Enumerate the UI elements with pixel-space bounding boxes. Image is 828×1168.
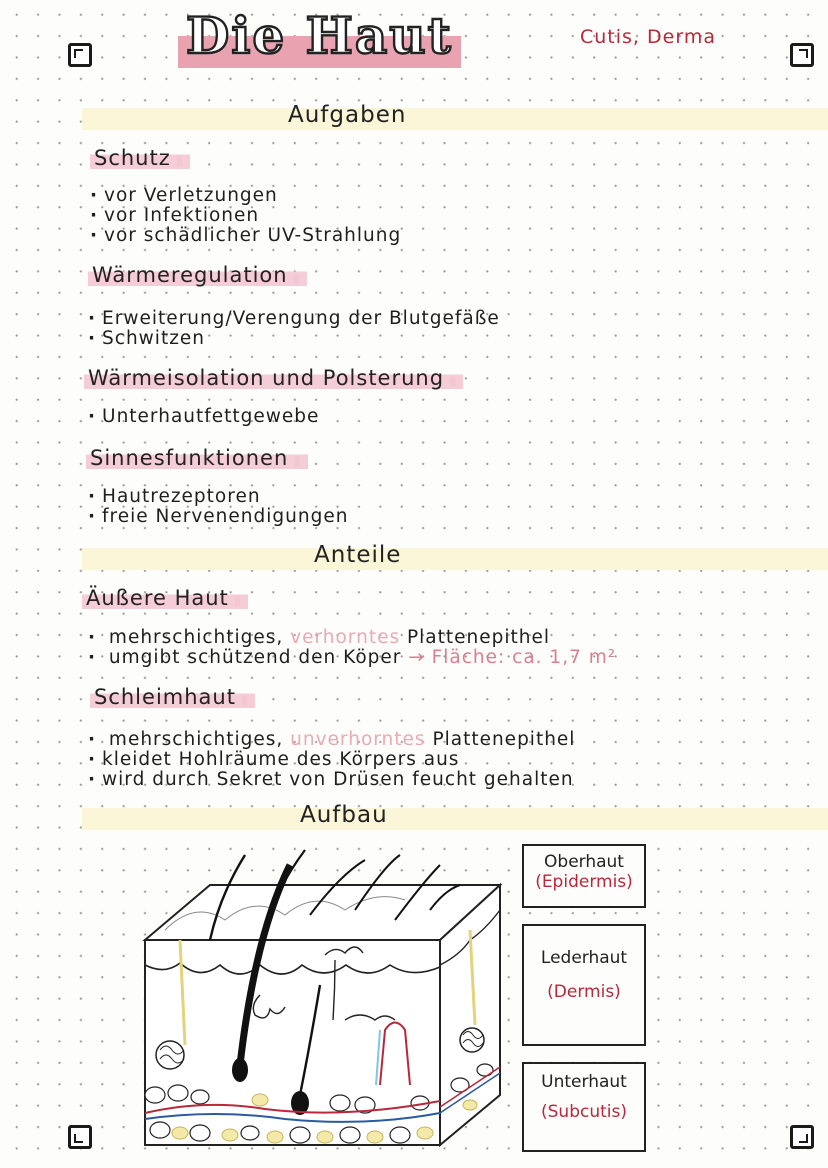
layer-name: Unterhaut [541,1072,627,1092]
list-item: · Unterhautfettgewebe [88,407,319,427]
corner-bracket-icon [68,1125,92,1149]
list-item: · vor Infektionen [90,206,401,226]
list-item: · Hautrezeptoren [88,487,348,507]
subheading-waermeregulation: Wärmeregulation ▮ [88,263,307,287]
list-item: · mehrschichtiges, verhorntes Plattenepithel [88,628,616,648]
list-item: · vor schädlicher UV-Strahlung [90,226,401,246]
corner-bracket-icon [790,43,814,67]
list-waermeisolation [88,407,319,427]
section-heading-aufbau: Aufbau [300,802,388,828]
list-item: · Erweiterung/Verengung der Blutgefäße [88,309,500,329]
list-item: · Schwitzen [88,329,500,349]
corner-bracket-icon [790,1125,814,1149]
list-item: · kleidet Hohlräume des Körpers aus [88,750,575,770]
layer-name: Oberhaut [544,852,624,872]
corner-bracket-icon [68,43,92,67]
subheading-schleimhaut: Schleimhaut ▮ [90,685,255,709]
list-item: · mehrschichtiges, unverhorntes Plattenepithel [88,730,575,750]
layer-box-epidermis [522,844,646,908]
list-sinnesfunktionen [88,487,348,527]
layer-box-dermis [522,924,646,1046]
list-item: · vor Verletzungen [90,186,401,206]
section-band [82,808,828,830]
layer-box-subcutis [522,1062,646,1152]
list-item: · umgibt schützend den Köper → Fläche: ca. 1,7 m² [88,648,616,668]
subheading-schutz: Schutz ▮ [90,146,190,170]
subheading-waermeisolation: Wärmeisolation und Polsterung ▮ [84,366,463,390]
list-item: · wird durch Sekret von Drüsen feucht gehalten [88,770,575,790]
layer-name: Lederhaut [540,948,628,968]
list-aeussere-haut [88,628,616,668]
layer-latin: (Epidermis) [535,872,633,892]
list-schutz [90,186,401,246]
page-title: Die Haut [178,4,461,68]
faint-term: verhorntes [290,627,401,648]
list-waermeregulation [88,309,500,349]
section-band [82,108,828,130]
layer-latin: (Dermis) [547,982,621,1002]
area-note: → Fläche: ca. 1,7 m² [408,647,617,668]
faint-term: unverhorntes [290,729,426,750]
skin-cross-section-illustration [140,845,510,1150]
list-schleimhaut [88,730,575,790]
subheading-aeussere-haut: Äußere Haut ▮ [82,586,248,610]
section-band [82,548,828,570]
section-heading-anteile: Anteile [314,542,402,568]
list-item: · freie Nervenendigungen [88,507,348,527]
subheading-sinnesfunktionen: Sinnesfunktionen ▮ [86,446,308,470]
layer-latin: (Subcutis) [541,1102,627,1122]
page-subtitle: Cutis, Derma [580,26,716,48]
section-heading-aufgaben: Aufgaben [288,102,407,128]
